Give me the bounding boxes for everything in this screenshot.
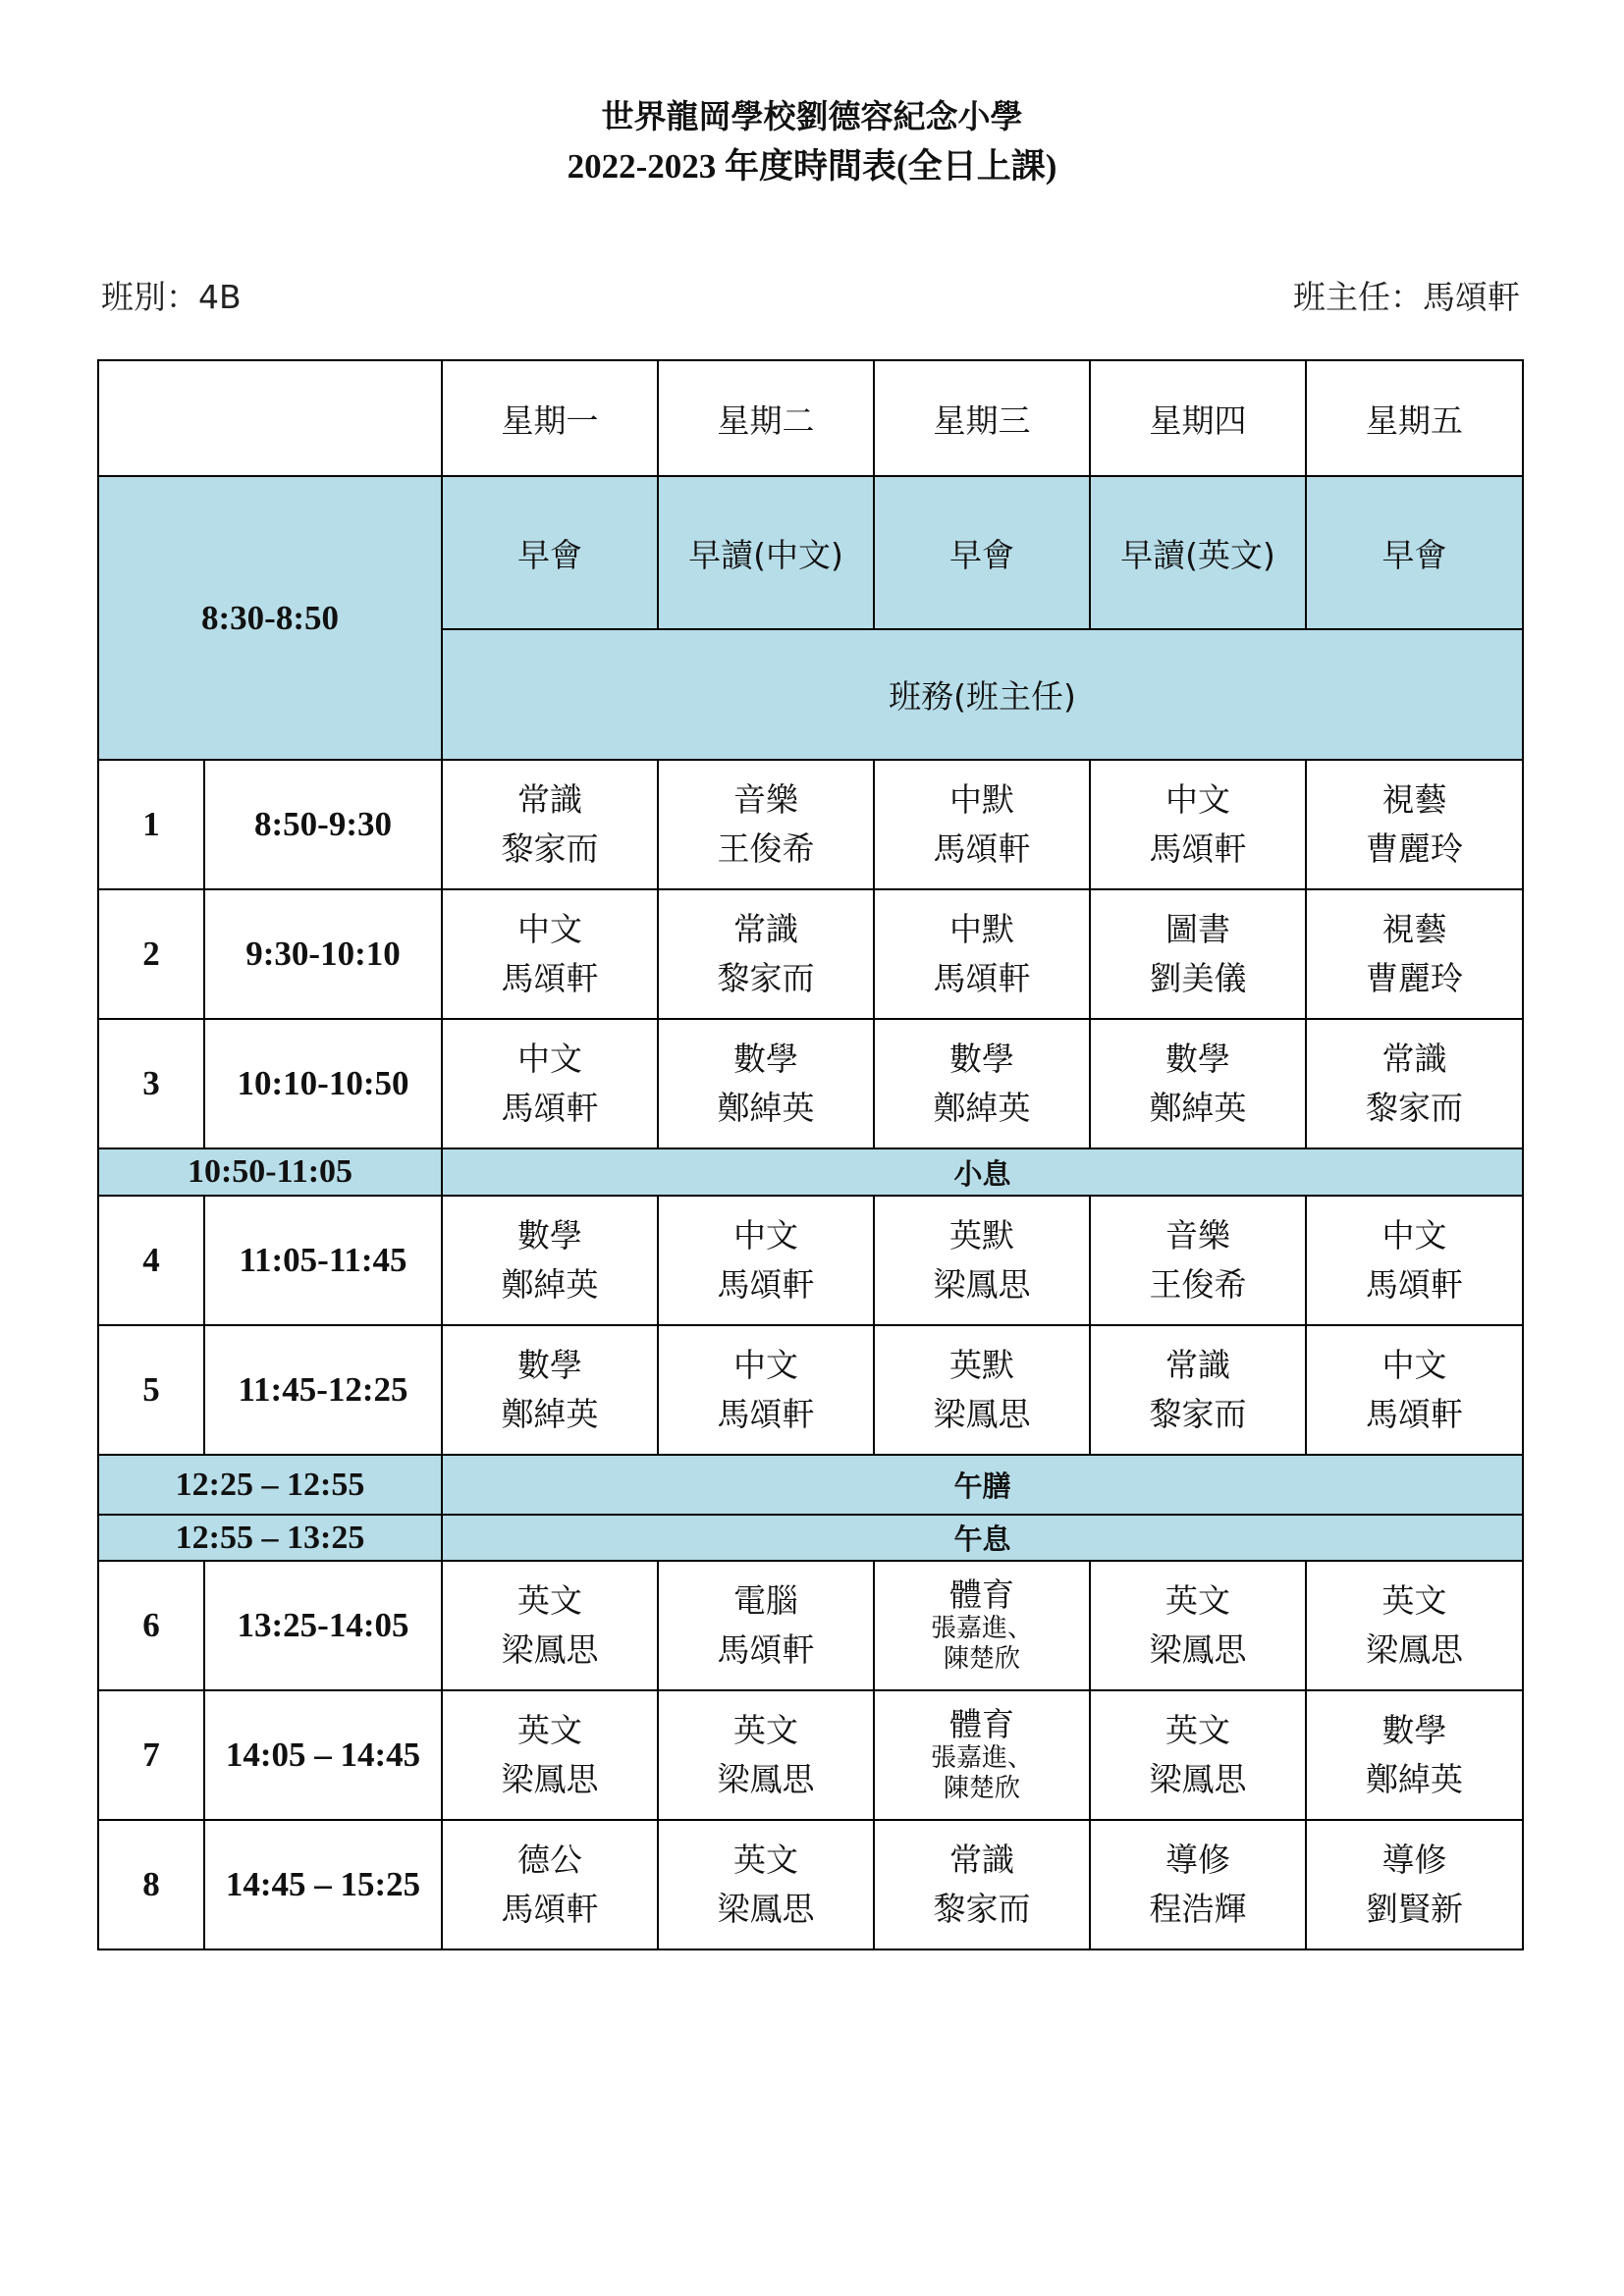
teacher: 梁鳳思 (933, 1265, 1031, 1304)
lesson-cell (1090, 1561, 1306, 1690)
lesson-cell (874, 1019, 1090, 1148)
break-label: 午息 (442, 1515, 1523, 1561)
period-row (98, 1019, 1523, 1148)
teacher: 馬頌軒 (501, 1089, 599, 1127)
morning-activity: 早讀(中文) (658, 476, 874, 629)
lesson-cell (442, 1196, 658, 1325)
teacher: 曹麗玲 (1366, 959, 1463, 997)
teacher: 馬頌軒 (717, 1265, 815, 1304)
subject: 英文 (1381, 1581, 1447, 1620)
lesson-cell (1306, 1561, 1523, 1690)
period-row (98, 1561, 1523, 1690)
subject: 英文 (517, 1581, 582, 1620)
lesson-cell (658, 1561, 874, 1690)
period-row (98, 1690, 1523, 1820)
day-header: 星期一 (442, 360, 658, 476)
period-row (98, 889, 1523, 1019)
lesson-cell (1306, 1820, 1523, 1949)
break-row (98, 1455, 1523, 1515)
subject: 體育 (949, 1575, 1014, 1614)
day-header: 星期二 (658, 360, 874, 476)
subject: 視藝 (1381, 780, 1447, 819)
lesson-cell (442, 889, 658, 1019)
subject: 英文 (517, 1711, 582, 1749)
teacher: 張嘉進、 (930, 1614, 1033, 1643)
subject: 導修 (1165, 1841, 1230, 1879)
break-row (98, 1515, 1523, 1561)
teacher: 鄭綽英 (933, 1089, 1031, 1127)
subject: 音樂 (1165, 1216, 1230, 1255)
day-header: 星期三 (874, 360, 1090, 476)
subject: 數學 (517, 1216, 582, 1255)
lesson-cell (1306, 1019, 1523, 1148)
lesson-cell (442, 1820, 658, 1949)
break-label: 午膳 (442, 1455, 1523, 1515)
teacher: 馬頌軒 (717, 1395, 815, 1433)
lesson-cell (442, 1690, 658, 1820)
teacher: 梁鳳思 (933, 1395, 1031, 1433)
teacher: 黎家而 (1366, 1089, 1463, 1127)
period-number: 3 (98, 1019, 204, 1148)
lesson-cell (442, 760, 658, 889)
subject: 體育 (949, 1705, 1014, 1743)
lesson-cell (874, 1561, 1090, 1690)
morning-time: 8:30-8:50 (98, 476, 442, 760)
teacher: 黎家而 (1149, 1395, 1247, 1433)
lesson-cell (874, 1325, 1090, 1455)
subject: 常識 (517, 780, 582, 819)
period-row (98, 1196, 1523, 1325)
lesson-cell (658, 760, 874, 889)
school-title: 世界龍岡學校劉德容紀念小學 (601, 97, 1023, 135)
teacher: 馬頌軒 (501, 959, 599, 997)
subject: 視藝 (1381, 910, 1447, 948)
lesson-cell (874, 760, 1090, 889)
break-time: 12:25 – 12:55 (98, 1455, 442, 1515)
teacher: 鄭綽英 (501, 1265, 599, 1304)
lesson-cell (1090, 760, 1306, 889)
lesson-cell (658, 1019, 874, 1148)
subject: 英文 (733, 1711, 798, 1749)
lesson-cell (874, 1820, 1090, 1949)
teacher: 黎家而 (717, 959, 815, 997)
period-number: 2 (98, 889, 204, 1019)
subject: 數學 (733, 1040, 798, 1078)
period-number: 4 (98, 1196, 204, 1325)
subject: 中文 (517, 1040, 582, 1078)
class-label: 班別：4B (101, 278, 242, 316)
teacher: 馬頌軒 (717, 1630, 815, 1669)
teacher: 馬頌軒 (1366, 1265, 1463, 1304)
teacher: 鄭綽英 (501, 1395, 599, 1433)
lesson-cell (658, 1690, 874, 1820)
teacher: 馬頌軒 (501, 1890, 599, 1928)
lesson-cell (658, 1325, 874, 1455)
break-time: 12:55 – 13:25 (98, 1515, 442, 1561)
day-header: 星期五 (1306, 360, 1523, 476)
period-time: 11:05-11:45 (204, 1196, 442, 1325)
period-number: 1 (98, 760, 204, 889)
subject: 數學 (949, 1040, 1014, 1078)
teacher: 梁鳳思 (1366, 1630, 1463, 1669)
subject: 數學 (1381, 1711, 1447, 1749)
period-row (98, 1325, 1523, 1455)
teacher: 馬頌軒 (933, 829, 1031, 868)
timetable-subtitle: 2022-2023 年度時間表(全日上課) (567, 147, 1057, 186)
teacher: 梁鳳思 (1149, 1760, 1247, 1798)
morning-activity: 早會 (874, 476, 1090, 629)
lesson-cell (1090, 1820, 1306, 1949)
lesson-cell (658, 1820, 874, 1949)
teacher: 王俊希 (1149, 1265, 1247, 1304)
teacher: 梁鳳思 (717, 1760, 815, 1798)
timetable (97, 359, 1524, 1950)
period-number: 8 (98, 1820, 204, 1949)
header-row (98, 360, 1523, 476)
lesson-cell (658, 1196, 874, 1325)
class-teacher-label: 班主任：馬頌軒 (1293, 278, 1520, 316)
teacher: 陳楚欣 (943, 1774, 1020, 1803)
subject: 中文 (1165, 780, 1230, 819)
subject: 中默 (949, 780, 1014, 819)
subject: 英文 (733, 1841, 798, 1879)
lesson-cell (1306, 760, 1523, 889)
subject: 常識 (949, 1841, 1014, 1879)
morning-activity-row (98, 476, 1523, 629)
lesson-cell (1306, 889, 1523, 1019)
period-time: 14:05 – 14:45 (204, 1690, 442, 1820)
subject: 英文 (1165, 1581, 1230, 1620)
subject: 中文 (733, 1216, 798, 1255)
teacher: 張嘉進、 (930, 1743, 1033, 1773)
lesson-cell (874, 1690, 1090, 1820)
teacher: 劉賢新 (1366, 1890, 1463, 1928)
lesson-cell (1090, 889, 1306, 1019)
period-row (98, 1820, 1523, 1949)
lesson-cell (658, 889, 874, 1019)
subject: 英默 (949, 1216, 1014, 1255)
teacher: 梁鳳思 (717, 1890, 815, 1928)
teacher: 黎家而 (501, 829, 599, 868)
lesson-cell (1306, 1325, 1523, 1455)
lesson-cell (1090, 1196, 1306, 1325)
subject: 中默 (949, 910, 1014, 948)
subject: 圖書 (1165, 910, 1230, 948)
lesson-cell (1306, 1196, 1523, 1325)
morning-activity: 早會 (1306, 476, 1523, 629)
teacher: 程浩輝 (1149, 1890, 1247, 1928)
teacher: 鄭綽英 (1366, 1760, 1463, 1798)
subject: 數學 (1165, 1040, 1230, 1078)
period-time: 8:50-9:30 (204, 760, 442, 889)
break-label: 小息 (442, 1148, 1523, 1196)
subject: 音樂 (733, 780, 798, 819)
period-time: 13:25-14:05 (204, 1561, 442, 1690)
teacher: 梁鳳思 (501, 1630, 599, 1669)
day-header: 星期四 (1090, 360, 1306, 476)
subject: 中文 (1381, 1216, 1447, 1255)
subject: 常識 (1165, 1346, 1230, 1384)
period-time: 10:10-10:50 (204, 1019, 442, 1148)
teacher: 梁鳳思 (501, 1760, 599, 1798)
period-time: 14:45 – 15:25 (204, 1820, 442, 1949)
subject: 中文 (517, 910, 582, 948)
teacher: 鄭綽英 (1149, 1089, 1247, 1127)
lesson-cell (1090, 1019, 1306, 1148)
corner-cell (98, 360, 442, 476)
subject: 數學 (517, 1346, 582, 1384)
teacher: 曹麗玲 (1366, 829, 1463, 868)
subject: 中文 (1381, 1346, 1447, 1384)
teacher: 王俊希 (717, 829, 815, 868)
subject: 電腦 (733, 1581, 798, 1620)
teacher: 馬頌軒 (1366, 1395, 1463, 1433)
subject: 常識 (733, 910, 798, 948)
period-time: 9:30-10:10 (204, 889, 442, 1019)
lesson-cell (1090, 1690, 1306, 1820)
lesson-cell (442, 1561, 658, 1690)
teacher: 劉美儀 (1149, 959, 1247, 997)
class-affairs: 班務(班主任) (442, 629, 1523, 760)
subject: 英文 (1165, 1711, 1230, 1749)
teacher: 梁鳳思 (1149, 1630, 1247, 1669)
lesson-cell (1090, 1325, 1306, 1455)
subject: 常識 (1381, 1040, 1447, 1078)
lesson-cell (442, 1325, 658, 1455)
teacher: 黎家而 (933, 1890, 1031, 1928)
period-row (98, 760, 1523, 889)
period-number: 6 (98, 1561, 204, 1690)
subject: 導修 (1381, 1841, 1447, 1879)
teacher: 陳楚欣 (943, 1644, 1020, 1674)
teacher: 馬頌軒 (933, 959, 1031, 997)
period-number: 7 (98, 1690, 204, 1820)
subject: 英默 (949, 1346, 1014, 1384)
period-time: 11:45-12:25 (204, 1325, 442, 1455)
lesson-cell (874, 1196, 1090, 1325)
break-row (98, 1148, 1523, 1196)
teacher: 鄭綽英 (717, 1089, 815, 1127)
subject: 德公 (517, 1841, 582, 1879)
subject: 中文 (733, 1346, 798, 1384)
morning-activity: 早會 (442, 476, 658, 629)
teacher: 馬頌軒 (1149, 829, 1247, 868)
break-time: 10:50-11:05 (98, 1148, 442, 1196)
lesson-cell (1306, 1690, 1523, 1820)
lesson-cell (874, 889, 1090, 1019)
morning-activity: 早讀(英文) (1090, 476, 1306, 629)
period-number: 5 (98, 1325, 204, 1455)
lesson-cell (442, 1019, 658, 1148)
